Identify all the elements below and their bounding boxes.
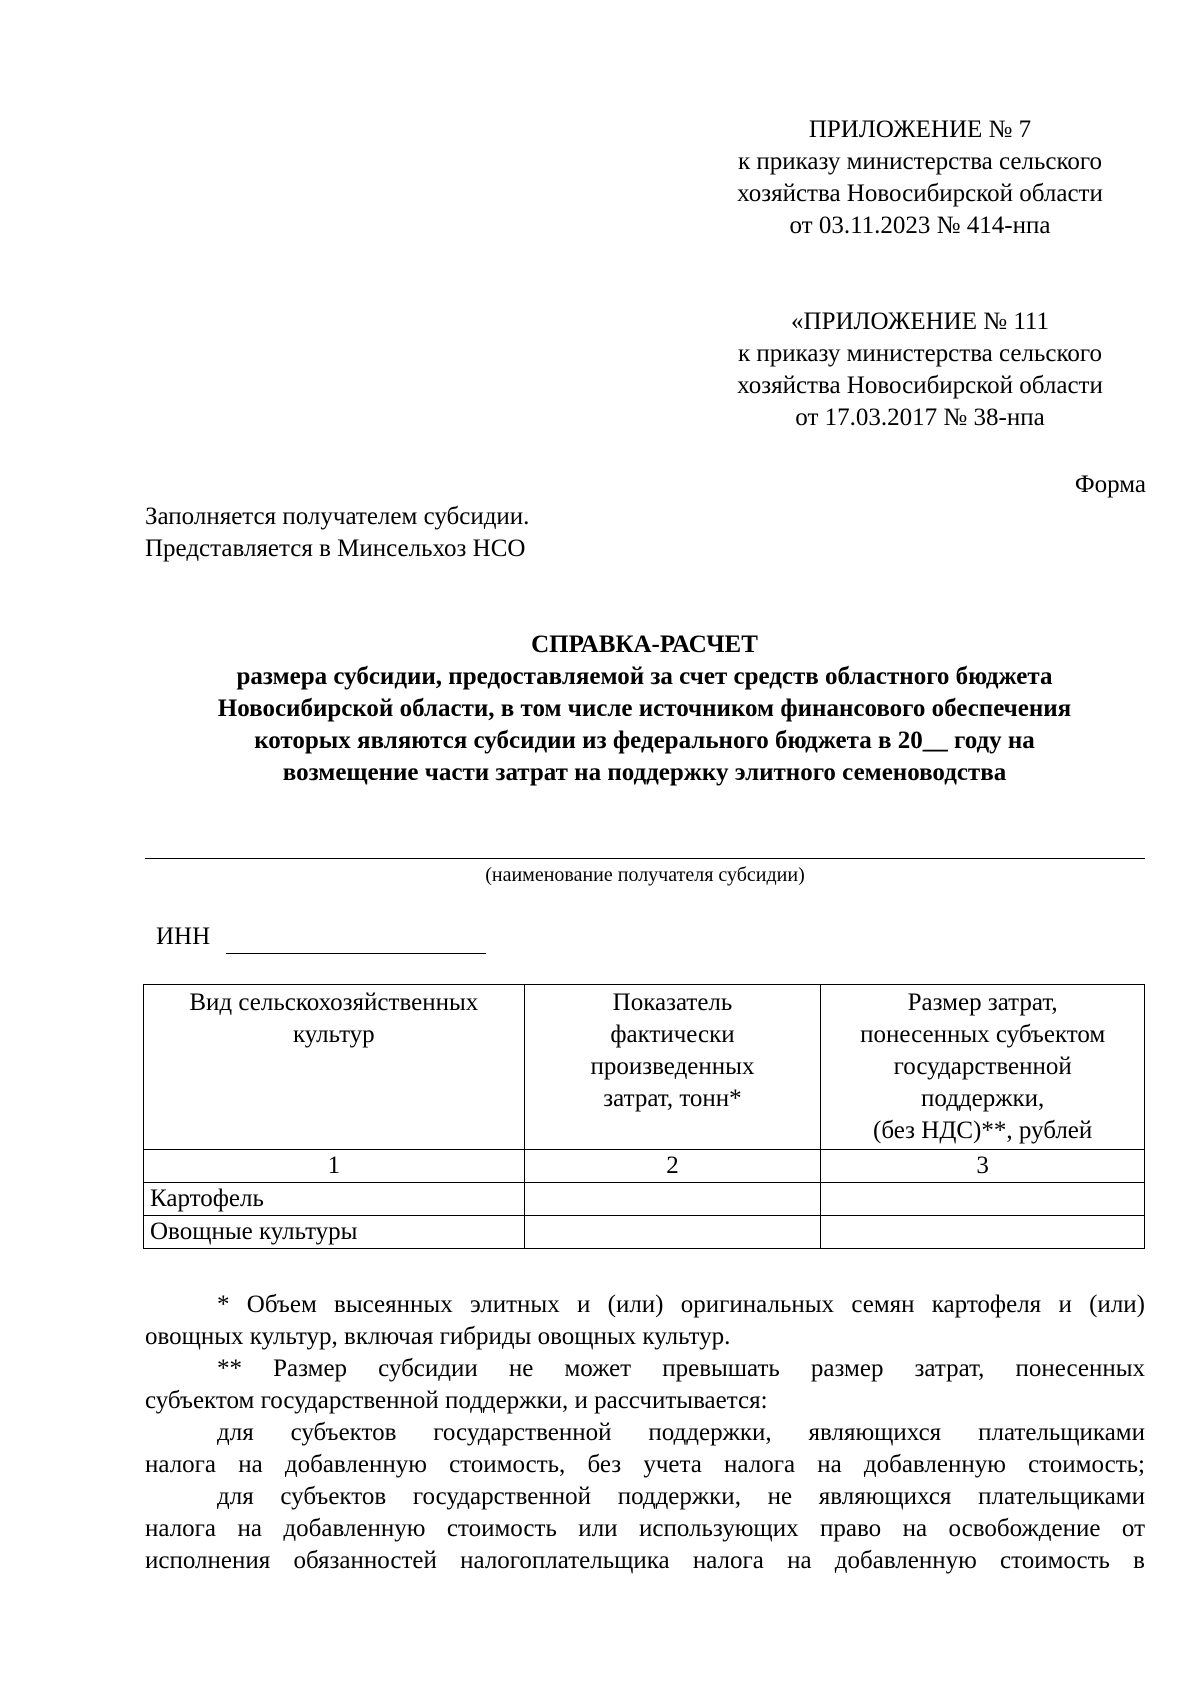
attachment-order-line: хозяйства Новосибирской области (737, 180, 1103, 207)
attachment-number: ПРИЛОЖЕНИЕ № 7 (808, 116, 1032, 143)
header-crop-type: Вид сельскохозяйственных культур (144, 985, 525, 1150)
recipient-caption: (наименование получателя субсидии) (485, 864, 805, 886)
column-number: 1 (144, 1150, 525, 1183)
attachment-order-date: от 17.03.2017 № 38-нпа (795, 404, 1045, 431)
header-tons: Показатель фактически произведенных затрат, тонн* (524, 985, 821, 1150)
table-row (144, 1183, 1145, 1216)
crop-name: Картофель (144, 1183, 525, 1216)
footnote-line: для субъектов государственной поддержки, являющихся плательщиками (217, 1419, 1145, 1446)
table-row (144, 1216, 1145, 1249)
calculation-table (143, 984, 1145, 1249)
title-line: Новосибирской области, в том числе источником финансового обеспечения (217, 695, 1072, 722)
footnote-line: ** Размер субсидии не может превышать размер затрат, понесенных (217, 1355, 1145, 1382)
column-number: 3 (821, 1150, 1145, 1183)
footnote-line: налога на добавленную стоимость или использующих право на освобождение от (145, 1515, 1145, 1542)
attachment-order-date: от 03.11.2023 № 414-нпа (789, 212, 1051, 239)
footnote-line: овощных культур, включая гибриды овощных культур. (145, 1323, 731, 1350)
footnote-line: * Объем высеянных элитных и (или) оригинальных семян картофеля и (или) (217, 1291, 1145, 1318)
footnotes (145, 1289, 1145, 1577)
attachment-order-line: к приказу министерства сельского (737, 148, 1102, 175)
title-main: СПРАВКА-РАСЧЕТ (531, 631, 758, 658)
inn-label: ИНН (156, 923, 211, 950)
footnote-line: налога на добавленную стоимость, без учета налога на добавленную стоимость; (145, 1451, 1145, 1478)
form-label: Форма (1074, 471, 1146, 498)
title-line: размера субсидии, предоставляемой за счет средств областного бюджета (236, 663, 1053, 690)
fill-instruction-line: Представляется в Минсельхоз НСО (145, 535, 526, 562)
inn-field-line (226, 953, 486, 954)
title-line: которых являются субсидии из федерального бюджета в 20__ году на (254, 727, 1035, 754)
fill-instruction-line: Заполняется получателем субсидии. (145, 503, 530, 530)
title-line: возмещение части затрат на поддержку элитного семеноводства (282, 759, 1007, 786)
attachment-order-line: хозяйства Новосибирской области (737, 372, 1103, 399)
table-column-numbers (144, 1150, 1145, 1183)
attachment-order-line: к приказу министерства сельского (737, 340, 1102, 367)
document-title (145, 629, 1144, 789)
header-costs: Размер затрат, понесенных субъектом государственной поддержки, (без НДС)**, рублей (821, 985, 1145, 1150)
attachment-header-original (700, 306, 1140, 434)
tons-cell[interactable] (524, 1216, 821, 1249)
recipient-name-line (145, 858, 1145, 859)
fill-instruction (145, 501, 529, 565)
attachment-number: «ПРИЛОЖЕНИЕ № 111 (791, 308, 1049, 335)
footnote-line: субъектом государственной поддержки, и рассчитывается: (145, 1387, 768, 1414)
tons-cell[interactable] (524, 1183, 821, 1216)
table-header-row (144, 985, 1145, 1150)
column-number: 2 (524, 1150, 821, 1183)
attachment-header-current (700, 114, 1140, 242)
footnote-line: для субъектов государственной поддержки, не являющихся плательщиками (217, 1483, 1145, 1510)
crop-name: Овощные культуры (144, 1216, 525, 1249)
footnote-line: исполнения обязанностей налогоплательщика налога на добавленную стоимость в (145, 1547, 1145, 1574)
costs-cell[interactable] (821, 1183, 1145, 1216)
costs-cell[interactable] (821, 1216, 1145, 1249)
